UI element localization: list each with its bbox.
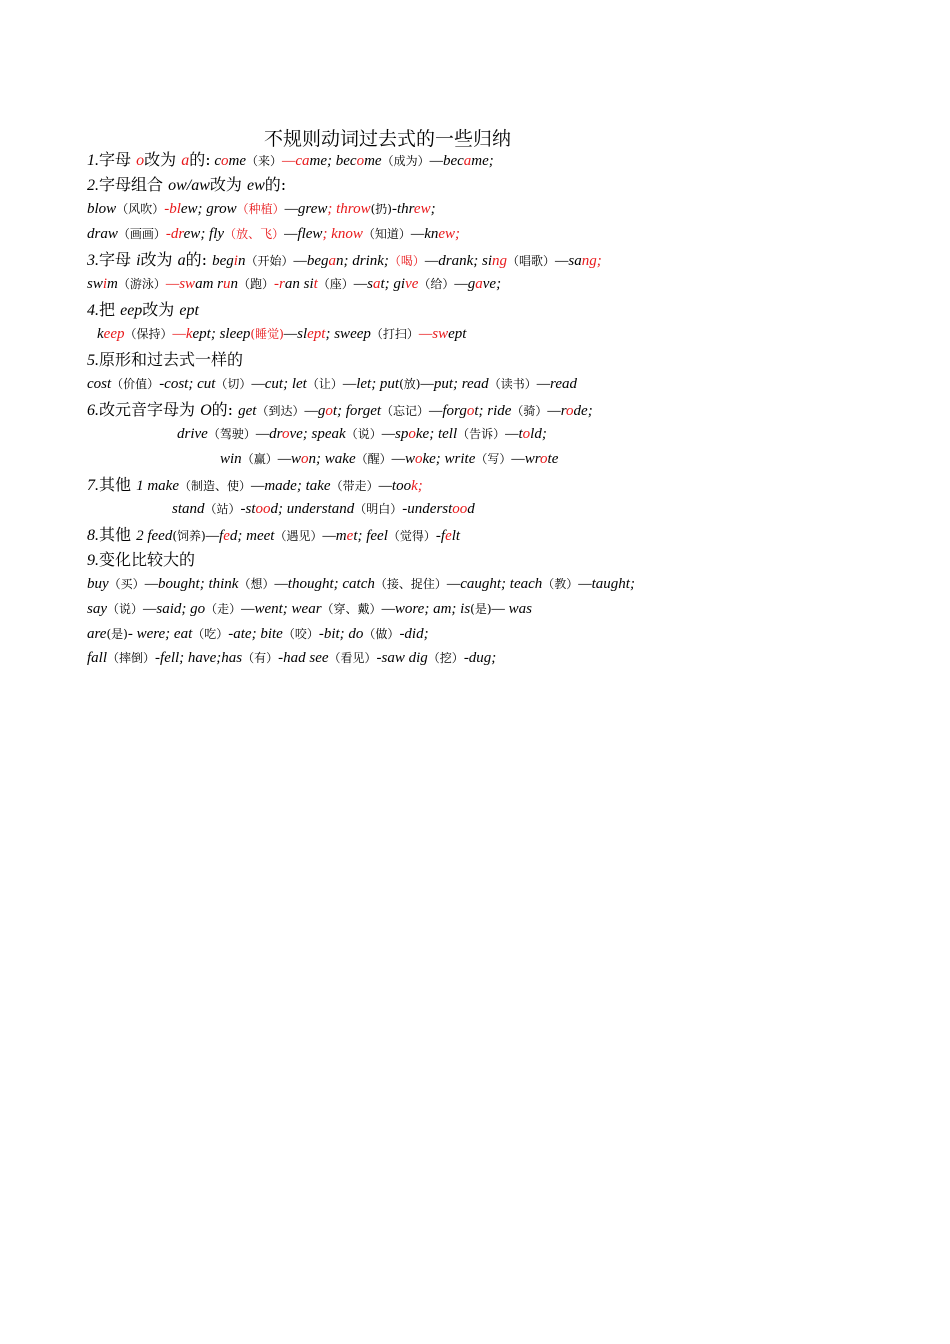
text-segment: ept	[307, 326, 326, 342]
text-segment: o	[136, 152, 145, 169]
text-segment: (饲养)	[172, 529, 206, 543]
text-segment: —kn	[410, 226, 439, 242]
text-segment: k;	[411, 478, 423, 494]
text-segment: i	[400, 276, 406, 292]
text-segment: -f	[435, 528, 446, 544]
text-segment: oo	[255, 501, 271, 517]
text-segment: —sw	[165, 276, 196, 292]
text-segment: t; feel	[353, 528, 388, 544]
text-segment: （座）	[317, 277, 354, 291]
text-segment: e	[223, 528, 230, 544]
text-segment: —m	[322, 528, 347, 544]
text-segment: 2 feed	[136, 528, 173, 544]
text-segment: （跑）	[237, 277, 274, 291]
text-segment: （带走）	[330, 479, 379, 493]
text-segment: 的:	[189, 150, 211, 169]
text-segment: o	[356, 153, 365, 169]
text-segment: —sp	[381, 426, 409, 442]
text-segment: (扔)	[370, 202, 392, 216]
text-segment: — was	[491, 601, 532, 617]
text-segment: （教）	[542, 577, 579, 591]
text-segment: ew	[413, 201, 431, 217]
text-segment: eep	[350, 326, 371, 342]
text-segment: （知道）	[362, 227, 411, 241]
text-segment: 1 make	[136, 478, 179, 494]
text-segment: o	[466, 403, 475, 419]
text-segment: —fl	[284, 226, 306, 242]
text-segment: get	[238, 403, 257, 419]
text-segment: -saw dig	[376, 650, 428, 666]
text-segment: -dr	[165, 226, 184, 242]
text-segment: O	[200, 402, 212, 419]
text-segment: 2.	[87, 177, 99, 194]
text-segment: （觉得）	[387, 529, 436, 543]
text-segment: (是)	[106, 627, 128, 641]
text-segment: 7.	[87, 477, 99, 494]
text-segment: 3.	[87, 252, 99, 269]
text-segment: —g	[304, 403, 326, 419]
text-line	[177, 422, 547, 447]
text-segment: （画画）	[117, 227, 166, 241]
text-segment: te	[547, 451, 559, 467]
text-segment: beg	[212, 253, 234, 269]
text-segment: ew	[180, 201, 198, 217]
text-segment: 字母组合	[99, 175, 169, 194]
text-segment: sw	[87, 276, 103, 292]
text-segment: a	[475, 276, 483, 292]
text-segment: a	[195, 276, 203, 292]
text-segment: me;	[471, 153, 494, 169]
text-segment: —bought; think	[144, 576, 239, 592]
text-segment: i	[233, 253, 238, 269]
text-segment: —w	[277, 451, 302, 467]
text-segment: ve; speak	[289, 426, 346, 442]
text-line	[87, 197, 436, 222]
text-segment: ; sl	[210, 326, 230, 342]
text-line	[87, 472, 423, 497]
text-segment: ept	[179, 302, 199, 319]
text-segment: e	[346, 528, 354, 544]
text-segment: - were; eat	[127, 626, 193, 642]
text-segment: （做）	[363, 627, 400, 641]
text-segment: a	[284, 276, 293, 292]
text-segment: ow/aw	[168, 177, 210, 194]
text-segment: 其他	[99, 525, 137, 544]
text-segment: oo	[396, 478, 412, 494]
text-segment: ; grow	[197, 201, 237, 217]
text-line	[87, 622, 429, 647]
text-segment: o	[221, 153, 229, 169]
text-segment: 字母	[99, 250, 137, 269]
text-segment: eep	[229, 326, 251, 342]
text-line	[87, 397, 593, 422]
text-segment: 的:	[264, 175, 287, 194]
text-segment: （成为）	[381, 154, 430, 168]
text-segment: i	[102, 276, 108, 292]
text-segment: —bec	[429, 153, 464, 169]
text-segment: 改为	[144, 150, 182, 169]
text-segment: ew	[183, 226, 201, 242]
text-segment: （游泳）	[117, 277, 166, 291]
text-segment: nk; s	[459, 253, 488, 269]
text-segment: —forg	[429, 403, 467, 419]
text-segment: （到达）	[256, 404, 305, 418]
text-line	[97, 322, 466, 347]
text-segment: ; know	[322, 226, 363, 242]
text-segment: （说）	[107, 602, 144, 616]
text-segment: （走）	[205, 602, 242, 616]
text-segment: —cut; let	[251, 376, 307, 392]
text-segment: (放)	[399, 377, 421, 391]
text-segment: （咬）	[282, 627, 319, 641]
document-title: 不规则动词过去式的一些归纳	[264, 128, 512, 150]
text-segment: (是)	[470, 602, 492, 616]
text-segment: （醒）	[355, 452, 392, 466]
text-segment: （风吹）	[116, 202, 165, 216]
text-segment: drive	[177, 426, 208, 442]
text-segment: ke; write	[422, 451, 476, 467]
text-segment: —w	[391, 451, 415, 467]
text-segment: （给）	[418, 277, 455, 291]
text-segment: —gr	[284, 201, 311, 217]
text-segment: —t	[505, 426, 523, 442]
text-segment: fall	[87, 650, 108, 666]
text-segment: i	[365, 253, 370, 269]
text-segment: o	[566, 403, 574, 419]
text-segment: u	[222, 276, 231, 292]
text-segment: i	[487, 253, 493, 269]
text-segment: 改元音字母为	[99, 400, 201, 419]
text-line	[87, 572, 635, 597]
text-segment: （挖）	[427, 651, 464, 665]
text-segment: n	[237, 253, 246, 269]
text-segment: buy	[87, 576, 109, 592]
text-segment: （买）	[108, 577, 145, 591]
text-segment: -underst	[402, 501, 453, 517]
text-segment: draw	[87, 226, 118, 242]
text-segment: （读书）	[488, 377, 537, 391]
text-segment: o	[325, 403, 333, 419]
text-segment: -bit; do	[318, 626, 364, 642]
text-segment: blow	[87, 201, 117, 217]
text-segment: eep	[120, 302, 143, 319]
text-segment: nk;	[369, 253, 389, 269]
text-segment: —s	[353, 276, 373, 292]
text-segment: —f	[205, 528, 224, 544]
text-segment: （唱歌）	[507, 254, 556, 268]
text-segment: n	[230, 276, 238, 292]
text-segment: 8.	[87, 527, 99, 544]
text-segment: a	[177, 252, 186, 269]
text-segment: （有）	[242, 651, 279, 665]
text-segment: ew	[310, 201, 328, 217]
text-segment: cost	[87, 376, 112, 392]
text-segment: （开始）	[245, 254, 294, 268]
text-segment: （写）	[475, 452, 512, 466]
text-segment: a	[328, 253, 336, 269]
text-segment: ew	[246, 177, 265, 194]
text-segment: m r	[202, 276, 223, 292]
text-segment: —dr	[255, 426, 282, 442]
text-line	[87, 347, 243, 372]
text-line	[172, 497, 475, 522]
text-segment: i	[309, 276, 314, 292]
text-segment: -ate; bite	[228, 626, 283, 642]
text-segment: —wore; am; is	[381, 601, 471, 617]
text-line	[220, 447, 558, 472]
text-line	[87, 522, 460, 547]
text-segment: —c	[282, 153, 303, 169]
text-segment: —taught;	[578, 576, 635, 592]
text-segment: a	[451, 253, 460, 269]
text-segment: t; ride	[474, 403, 512, 419]
text-segment: ld;	[530, 426, 547, 442]
text-segment: —beg	[293, 253, 329, 269]
text-segment: —r	[547, 403, 567, 419]
text-line	[87, 547, 195, 572]
text-segment: 改为	[142, 300, 180, 319]
text-segment: o	[414, 451, 423, 467]
text-segment: 的:	[185, 250, 213, 269]
text-line	[87, 297, 199, 322]
text-segment: （切）	[215, 377, 252, 391]
text-segment: —let; put	[342, 376, 400, 392]
text-segment: ng	[492, 253, 508, 269]
text-segment: d	[467, 501, 475, 517]
text-segment: （明白）	[354, 502, 403, 516]
text-segment: —wr	[511, 451, 541, 467]
text-segment: win	[220, 451, 242, 467]
text-segment: i	[136, 252, 141, 269]
text-segment: oo	[452, 501, 468, 517]
text-segment: n s	[292, 276, 310, 292]
text-segment: 把	[99, 300, 121, 319]
text-segment: (睡觉)	[250, 327, 284, 341]
text-segment: lt	[451, 528, 461, 544]
text-segment: m	[107, 276, 118, 292]
text-segment: （吃）	[192, 627, 229, 641]
text-segment: t	[313, 276, 318, 292]
text-segment: ve	[405, 276, 419, 292]
text-segment: ; throw	[327, 201, 371, 217]
text-segment: —k	[172, 326, 193, 342]
text-segment: —dr	[424, 253, 452, 269]
text-segment: me	[364, 153, 382, 169]
text-segment: a	[302, 153, 310, 169]
text-segment: -bl	[164, 201, 181, 217]
text-segment: （制造、使）	[179, 479, 252, 493]
text-segment: de;	[573, 403, 593, 419]
text-line	[87, 147, 494, 172]
text-segment: o	[522, 426, 531, 442]
text-segment: a	[574, 253, 582, 269]
text-segment: ew;	[438, 226, 461, 242]
text-segment: me; bec	[309, 153, 357, 169]
text-segment: （保持）	[124, 327, 173, 341]
text-segment: （接、捉住）	[374, 577, 447, 591]
text-segment: —made; take	[251, 478, 331, 494]
text-segment: n; wake	[308, 451, 356, 467]
text-segment: —caught; teach	[446, 576, 543, 592]
text-segment: a	[181, 152, 190, 169]
text-segment: k	[97, 326, 104, 342]
text-segment: ;	[430, 201, 436, 217]
text-segment: ept	[192, 326, 211, 342]
text-segment: c	[210, 153, 222, 169]
text-segment: d; meet	[229, 528, 275, 544]
text-segment: -st	[240, 501, 256, 517]
text-segment: are	[87, 626, 107, 642]
text-segment: 其他	[99, 475, 137, 494]
text-segment: （打扫）	[370, 327, 419, 341]
text-segment: （来）	[246, 154, 283, 168]
text-segment: —said; go	[143, 601, 206, 617]
text-segment: stand	[172, 501, 205, 517]
text-segment: e	[445, 528, 452, 544]
text-segment: 改为	[209, 175, 247, 194]
text-segment: t; forget	[332, 403, 382, 419]
text-segment: d; understand	[270, 501, 355, 517]
text-segment: me	[228, 153, 247, 169]
text-segment: （忘记）	[381, 404, 430, 418]
text-segment: 变化比较大的	[99, 550, 196, 569]
text-segment: —t	[378, 478, 397, 494]
text-segment: （让）	[306, 377, 343, 391]
text-segment: o	[540, 451, 548, 467]
text-segment: -fell; have;has	[155, 650, 243, 666]
text-segment: —read	[536, 376, 577, 392]
text-line	[87, 272, 501, 297]
text-line	[87, 172, 286, 197]
text-segment: eep	[103, 326, 125, 342]
text-segment: （驾驶）	[207, 427, 256, 441]
text-segment: —sl	[283, 326, 308, 342]
text-segment: —s	[555, 253, 575, 269]
text-segment: -had see	[278, 650, 329, 666]
text-segment: ng;	[581, 253, 602, 269]
text-segment: （摔倒）	[107, 651, 156, 665]
text-segment: —put; read	[420, 376, 489, 392]
text-segment: 的:	[211, 400, 239, 419]
text-segment: t; g	[380, 276, 401, 292]
text-segment: o	[281, 426, 290, 442]
text-segment: （说）	[345, 427, 382, 441]
text-segment: （穿、戴）	[321, 602, 382, 616]
text-segment: （喝）	[388, 254, 425, 268]
text-line	[87, 222, 460, 247]
text-segment: -cost; cut	[159, 376, 216, 392]
text-segment: ew	[305, 226, 323, 242]
text-segment: （价值）	[111, 377, 160, 391]
text-segment: （赢）	[241, 452, 278, 466]
text-segment: n; dr	[335, 253, 366, 269]
text-segment: -r	[274, 276, 285, 292]
text-line	[87, 597, 532, 622]
text-segment: ept	[448, 326, 467, 342]
text-segment: （看见）	[328, 651, 377, 665]
text-segment: —went; wear	[241, 601, 322, 617]
text-segment: （告诉）	[457, 427, 506, 441]
text-segment: ; fly	[200, 226, 225, 242]
text-segment: 4.	[87, 302, 99, 319]
text-segment: （遇见）	[274, 529, 323, 543]
text-segment: 字母	[99, 150, 137, 169]
text-segment: （放、飞）	[224, 227, 285, 241]
text-segment: —sw	[418, 326, 449, 342]
text-segment: -thr	[391, 201, 414, 217]
text-segment: ; sw	[325, 326, 351, 342]
text-segment: a	[372, 276, 381, 292]
text-segment: a	[463, 153, 472, 169]
text-segment: o	[408, 426, 416, 442]
text-segment: -did;	[399, 626, 429, 642]
text-line	[87, 247, 602, 272]
text-segment: say	[87, 601, 107, 617]
text-segment: （骑）	[511, 404, 548, 418]
text-segment: 6.	[87, 402, 99, 419]
text-line	[87, 372, 577, 397]
text-segment: （站）	[204, 502, 241, 516]
text-segment: （种植）	[236, 202, 285, 216]
text-segment: —g	[454, 276, 476, 292]
text-segment: o	[301, 451, 309, 467]
text-segment: ve;	[482, 276, 502, 292]
text-segment: ke; tell	[415, 426, 458, 442]
text-segment: 改为	[140, 250, 178, 269]
text-segment: 1.	[87, 152, 99, 169]
text-segment: 5.	[87, 352, 99, 369]
text-segment: -dug;	[463, 650, 497, 666]
text-segment: 9.	[87, 552, 99, 569]
text-line	[87, 646, 496, 671]
text-segment: （想）	[238, 577, 275, 591]
text-segment: 原形和过去式一样的	[99, 350, 244, 369]
text-segment: —thought; catch	[274, 576, 375, 592]
